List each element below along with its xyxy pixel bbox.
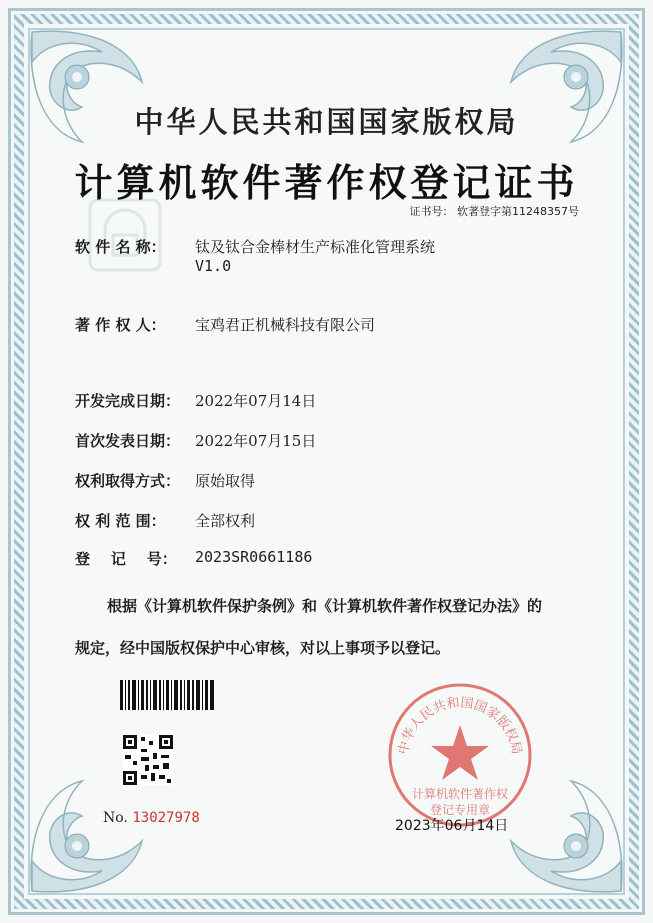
software-name-row bbox=[75, 236, 435, 275]
pub-date-row bbox=[75, 430, 316, 451]
seal-line-1: 计算机软件著作权 bbox=[411, 787, 509, 801]
owner-row bbox=[75, 314, 375, 335]
corner-ornament-icon bbox=[22, 771, 152, 901]
acquire-value: 原始取得 bbox=[195, 472, 256, 490]
certificate-title: 计算机软件著作权登记证书 bbox=[74, 160, 579, 205]
pub-date-value: 2022年07月15日 bbox=[195, 432, 317, 450]
acquire-row bbox=[75, 470, 255, 491]
dev-date-row bbox=[75, 390, 316, 411]
scope-label: 权 利 范 围： bbox=[75, 512, 166, 530]
registration-row bbox=[75, 548, 312, 569]
software-version: V1.0 bbox=[195, 257, 232, 275]
cert-no-value: 软著登字第11248357号 bbox=[457, 205, 579, 218]
software-name-value: 钛及钛合金棒材生产标准化管理系统 bbox=[195, 238, 436, 256]
issue-date: 2023年06月14日 bbox=[395, 818, 509, 834]
serial-value: 13027978 bbox=[132, 810, 200, 826]
acquire-label: 权利取得方式： bbox=[75, 472, 181, 490]
dev-date-label: 开发完成日期： bbox=[75, 392, 181, 410]
owner-value: 宝鸡君正机械科技有限公司 bbox=[195, 316, 376, 334]
serial-number bbox=[103, 810, 200, 826]
owner-label: 著 作 权 人： bbox=[75, 316, 166, 334]
certificate-number bbox=[410, 203, 580, 219]
serial-label: No. bbox=[103, 810, 128, 826]
pub-date-label: 首次发表日期： bbox=[75, 432, 181, 450]
scope-row bbox=[75, 510, 255, 531]
statement bbox=[75, 585, 585, 669]
official-seal-icon bbox=[385, 680, 535, 830]
barcode-icon bbox=[120, 680, 214, 710]
software-name-label: 软 件 名 称： bbox=[75, 238, 166, 256]
registration-value: 2023SR0661186 bbox=[195, 548, 313, 566]
statement-line-1: 根据《计算机软件保护条例》和《计算机软件著作权登记办法》的 bbox=[107, 597, 543, 615]
qr-code-icon bbox=[123, 735, 173, 785]
seal-line-2: 登记专用章 bbox=[429, 803, 491, 817]
seal-star-icon bbox=[431, 725, 489, 780]
seal-arc-text: 中华人民共和国国家版权局 bbox=[396, 695, 524, 756]
scope-value: 全部权利 bbox=[195, 512, 256, 530]
cert-no-label: 证书号： bbox=[409, 205, 454, 218]
dev-date-value: 2022年07月14日 bbox=[195, 392, 317, 410]
authority-title: 中华人民共和国国家版权局 bbox=[134, 105, 519, 139]
statement-line-2: 规定，经中国版权保护中心审核，对以上事项予以登记。 bbox=[75, 639, 451, 657]
registration-label: 登 记 号： bbox=[75, 550, 177, 568]
